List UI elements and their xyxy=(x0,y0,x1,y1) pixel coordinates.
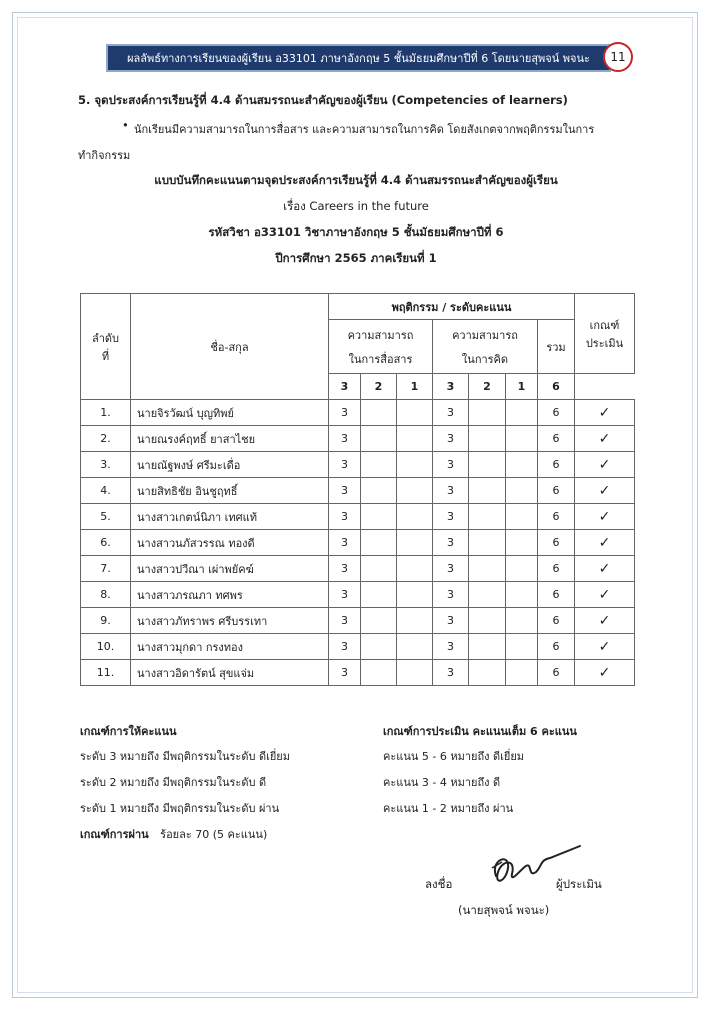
total-score: 6 xyxy=(538,530,575,556)
thinking-level-2 xyxy=(469,634,506,660)
header-banner-text: ผลลัพธ์ทางการเรียนของผู้เรียน อ33101 ภาษาอังกฤษ 5 ชั้นมัธยมศึกษาปีที่ 6 โดยนายสุพจน์ พจนะ xyxy=(127,52,590,65)
row-number: 7. xyxy=(81,556,131,582)
communication-level-3: 3 xyxy=(329,634,361,660)
level-cell: 1 xyxy=(506,374,538,400)
header-order-line2: ที่ xyxy=(101,349,110,363)
table-row xyxy=(81,452,635,478)
criteria-check: ✓ xyxy=(575,556,635,582)
evaluation-criteria-title: เกณฑ์การประเมิน คะแนนเต็ม 6 คะแนน xyxy=(383,725,577,738)
scoring-criteria-title: เกณฑ์การให้คะแนน xyxy=(80,725,177,738)
criteria-check: ✓ xyxy=(575,634,635,660)
section-heading: 5. จุดประสงค์การเรียนรู้ที่ 4.4 ด้านสมรรถนะสำคัญของผู้เรียน (Competencies of learners) xyxy=(78,93,568,107)
thinking-level-3: 3 xyxy=(433,452,469,478)
thinking-level-3: 3 xyxy=(433,530,469,556)
total-score: 6 xyxy=(538,426,575,452)
header-criteria xyxy=(575,294,635,374)
row-number: 8. xyxy=(81,582,131,608)
thinking-level-1 xyxy=(506,660,538,686)
evaluation-range-1: คะแนน 5 - 6 หมายถึง ดีเยี่ยม xyxy=(383,750,525,763)
table-row xyxy=(81,556,635,582)
page-number: 11 xyxy=(603,42,633,72)
thinking-level-1 xyxy=(506,426,538,452)
student-name: นางสาวเกตน์นิภา เทศแท้ xyxy=(131,504,329,530)
scoring-level-1: ระดับ 1 หมายถึง มีพฤติกรรมในระดับ ผ่าน xyxy=(80,802,280,815)
thinking-level-2 xyxy=(469,530,506,556)
header-banner xyxy=(106,44,611,72)
student-name: นางสาวปวีณา เผ่าพยัคฆ์ xyxy=(131,556,329,582)
thinking-level-3: 3 xyxy=(433,556,469,582)
thinking-level-3: 3 xyxy=(433,608,469,634)
scoring-level-2: ระดับ 2 หมายถึง มีพฤติกรรมในระดับ ดี xyxy=(80,776,267,789)
row-number: 6. xyxy=(81,530,131,556)
header-thinking-line1: ความสามารถ xyxy=(452,328,518,342)
row-number: 2. xyxy=(81,426,131,452)
total-score: 6 xyxy=(538,504,575,530)
table-row xyxy=(81,504,635,530)
table-row xyxy=(81,660,635,686)
sign-label: ลงชื่อ xyxy=(425,877,453,891)
student-name: นางสาวภรณภา ทศพร xyxy=(131,582,329,608)
pass-criteria xyxy=(80,825,267,843)
form-title-line4: ปีการศึกษา 2565 ภาคเรียนที่ 1 xyxy=(275,251,437,265)
criteria-check: ✓ xyxy=(575,400,635,426)
criteria-check: ✓ xyxy=(575,426,635,452)
communication-level-2 xyxy=(361,530,397,556)
header-criteria-line1: เกณฑ์ xyxy=(589,318,620,332)
thinking-level-3: 3 xyxy=(433,478,469,504)
header-communication xyxy=(329,320,433,374)
thinking-level-2 xyxy=(469,426,506,452)
communication-level-3: 3 xyxy=(329,556,361,582)
thinking-level-1 xyxy=(506,556,538,582)
communication-level-1 xyxy=(397,478,433,504)
student-name: นางสาวมุกดา กรงทอง xyxy=(131,634,329,660)
thinking-level-2 xyxy=(469,478,506,504)
header-communication-line2: ในการสื่อสาร xyxy=(348,352,413,366)
thinking-level-3: 3 xyxy=(433,504,469,530)
communication-level-1 xyxy=(397,582,433,608)
thinking-level-3: 3 xyxy=(433,582,469,608)
scoring-level-3: ระดับ 3 หมายถึง มีพฤติกรรมในระดับ ดีเยี่ยม xyxy=(80,750,290,763)
communication-level-2 xyxy=(361,582,397,608)
thinking-level-3: 3 xyxy=(433,400,469,426)
header-name: ชื่อ-สกุล xyxy=(131,294,329,400)
total-score: 6 xyxy=(538,634,575,660)
thinking-level-3: 3 xyxy=(433,660,469,686)
form-title-line1: แบบบันทึกคะแนนตามจุดประสงค์การเรียนรู้ที่ 4.4 ด้านสมรรถนะสำคัญของผู้เรียน xyxy=(154,173,558,187)
communication-level-2 xyxy=(361,556,397,582)
communication-level-3: 3 xyxy=(329,582,361,608)
table-row xyxy=(81,426,635,452)
thinking-level-1 xyxy=(506,400,538,426)
communication-level-3: 3 xyxy=(329,530,361,556)
level-cell: 2 xyxy=(361,374,397,400)
row-number: 1. xyxy=(81,400,131,426)
row-number: 3. xyxy=(81,452,131,478)
communication-level-1 xyxy=(397,426,433,452)
criteria-check: ✓ xyxy=(575,582,635,608)
criteria-check: ✓ xyxy=(575,530,635,556)
form-title-line3: รหัสวิชา อ33101 วิชาภาษาอังกฤษ 5 ชั้นมัธยมศึกษาปีที่ 6 xyxy=(208,225,504,239)
criteria-check: ✓ xyxy=(575,478,635,504)
thinking-level-1 xyxy=(506,478,538,504)
level-cell: 3 xyxy=(433,374,469,400)
communication-level-2 xyxy=(361,660,397,686)
communication-level-2 xyxy=(361,452,397,478)
communication-level-1 xyxy=(397,504,433,530)
header-communication-line1: ความสามารถ xyxy=(347,328,414,342)
communication-level-1 xyxy=(397,530,433,556)
row-number: 5. xyxy=(81,504,131,530)
student-name: นายจิรวัฒน์ บุญทิพย์ xyxy=(131,400,329,426)
student-name: นางสาวภัทราพร ศรีบรรเทา xyxy=(131,608,329,634)
table-row xyxy=(81,530,635,556)
criteria-check: ✓ xyxy=(575,504,635,530)
communication-level-3: 3 xyxy=(329,452,361,478)
score-table xyxy=(80,293,635,686)
thinking-level-1 xyxy=(506,634,538,660)
communication-level-2 xyxy=(361,400,397,426)
thinking-level-2 xyxy=(469,582,506,608)
thinking-level-1 xyxy=(506,582,538,608)
criteria-check: ✓ xyxy=(575,452,635,478)
thinking-level-2 xyxy=(469,400,506,426)
thinking-level-2 xyxy=(469,556,506,582)
communication-level-2 xyxy=(361,634,397,660)
table-row xyxy=(81,478,635,504)
row-number: 4. xyxy=(81,478,131,504)
thinking-level-1 xyxy=(506,608,538,634)
student-name: นางสาวนภัสวรรณ ทองดี xyxy=(131,530,329,556)
communication-level-3: 3 xyxy=(329,400,361,426)
header-order-line1: ลำดับ xyxy=(91,331,120,345)
table-row xyxy=(81,608,635,634)
header-behavior: พฤติกรรม / ระดับคะแนน xyxy=(329,294,575,320)
row-number: 11. xyxy=(81,660,131,686)
total-score: 6 xyxy=(538,478,575,504)
bullet-dot: • xyxy=(122,118,129,132)
level-cell: 3 xyxy=(329,374,361,400)
communication-level-2 xyxy=(361,426,397,452)
form-title-line2: เรื่อง Careers in the future xyxy=(283,199,429,213)
header-criteria-line2: ประเมิน xyxy=(585,336,624,350)
communication-level-3: 3 xyxy=(329,660,361,686)
table-row xyxy=(81,582,635,608)
header-total: รวม xyxy=(538,320,575,374)
table-row xyxy=(81,634,635,660)
evaluator-name: (นายสุพจน์ พจนะ) xyxy=(458,903,550,917)
header-thinking xyxy=(433,320,538,374)
communication-level-1 xyxy=(397,634,433,660)
thinking-level-1 xyxy=(506,530,538,556)
total-score: 6 xyxy=(538,400,575,426)
bullet-text-line2: ทำกิจกรรม xyxy=(78,149,131,162)
student-name: นายสิทธิชัย อินชูฤทธิ์ xyxy=(131,478,329,504)
total-score: 6 xyxy=(538,582,575,608)
communication-level-1 xyxy=(397,660,433,686)
evaluation-range-3: คะแนน 1 - 2 หมายถึง ผ่าน xyxy=(383,802,514,815)
total-score: 6 xyxy=(538,452,575,478)
student-name: นางสาวอิดารัตน์ สุขแจ่ม xyxy=(131,660,329,686)
header-thinking-line2: ในการคิด xyxy=(461,352,509,366)
student-name: นายณรงค์ฤทธิ์ ยาสาไชย xyxy=(131,426,329,452)
evaluator-role: ผู้ประเมิน xyxy=(556,877,602,891)
student-name: นายณัฐพงษ์ ศรีมะเดื่อ xyxy=(131,452,329,478)
communication-level-3: 3 xyxy=(329,608,361,634)
thinking-level-1 xyxy=(506,452,538,478)
level-cell: 1 xyxy=(397,374,433,400)
bullet-text-line1: นักเรียนมีความสามารถในการสื่อสาร และความสามารถในการคิด โดยสังเกตจากพฤติกรรมในการ xyxy=(134,123,595,136)
thinking-level-2 xyxy=(469,608,506,634)
level-cell: 2 xyxy=(469,374,506,400)
criteria-check: ✓ xyxy=(575,608,635,634)
communication-level-1 xyxy=(397,608,433,634)
communication-level-1 xyxy=(397,452,433,478)
pass-criteria-label: เกณฑ์การผ่าน xyxy=(80,828,149,841)
thinking-level-1 xyxy=(506,504,538,530)
thinking-level-2 xyxy=(469,504,506,530)
row-number: 9. xyxy=(81,608,131,634)
evaluation-range-2: คะแนน 3 - 4 หมายถึง ดี xyxy=(383,776,501,789)
total-score: 6 xyxy=(538,660,575,686)
communication-level-2 xyxy=(361,504,397,530)
total-score: 6 xyxy=(538,608,575,634)
communication-level-1 xyxy=(397,400,433,426)
pass-criteria-value: ร้อยละ 70 (5 คะแนน) xyxy=(160,828,268,841)
thinking-level-2 xyxy=(469,660,506,686)
thinking-level-3: 3 xyxy=(433,426,469,452)
communication-level-3: 3 xyxy=(329,478,361,504)
communication-level-2 xyxy=(361,478,397,504)
row-number: 10. xyxy=(81,634,131,660)
communication-level-1 xyxy=(397,556,433,582)
level-cell: 6 xyxy=(538,374,575,400)
table-row xyxy=(81,400,635,426)
header-order xyxy=(81,294,131,400)
thinking-level-2 xyxy=(469,452,506,478)
communication-level-2 xyxy=(361,608,397,634)
thinking-level-3: 3 xyxy=(433,634,469,660)
total-score: 6 xyxy=(538,556,575,582)
criteria-check: ✓ xyxy=(575,660,635,686)
communication-level-3: 3 xyxy=(329,504,361,530)
communication-level-3: 3 xyxy=(329,426,361,452)
